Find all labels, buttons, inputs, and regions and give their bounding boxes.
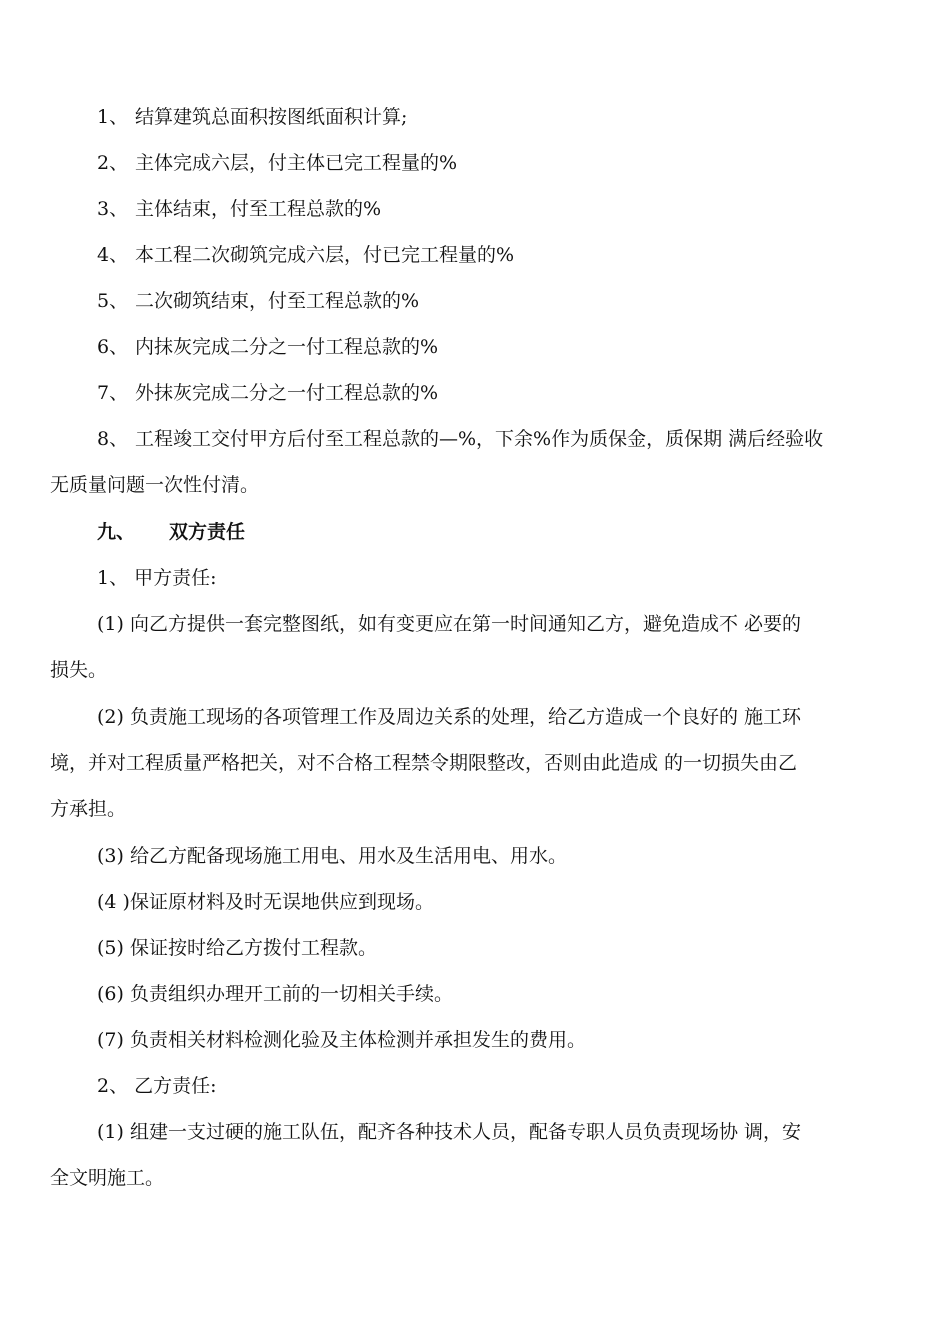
section-nine-heading: [97, 509, 903, 555]
item-line1: (1) 向乙方提供一套完整图纸，如有变更应在第一时间通知乙方，避免造成不 必要的: [97, 613, 801, 635]
payment-term-7: [97, 370, 903, 416]
term-text: 内抹灰完成二分之一付工程总款的%: [135, 336, 439, 358]
section-number: 九、: [97, 521, 136, 543]
term-number: 6、: [97, 336, 129, 358]
payment-term-8: [50, 416, 903, 508]
term-text: 二次砌筑结束，付至工程总款的%: [135, 290, 420, 312]
payment-term-6: [97, 324, 903, 370]
term-text: 外抹灰完成二分之一付工程总款的%: [135, 382, 439, 404]
item-line1: (2) 负责施工现场的各项管理工作及周边关系的处理，给乙方造成一个良好的 施工环: [97, 706, 801, 728]
term-number: 1、: [97, 106, 129, 128]
section-title: 双方责任: [169, 521, 246, 543]
item-line2: 境，并对工程质量严格把关，对不合格工程禁令期限整改，否则由此造成 的一切损失由乙: [50, 752, 798, 774]
term-text-line2: 无质量问题一次性付清。: [50, 474, 260, 496]
term-number: 3、: [97, 198, 129, 220]
party-b-item-1: [50, 1109, 903, 1201]
term-number: 5、: [97, 290, 129, 312]
party-a-item-5: (5) 保证按时给乙方拨付工程款。: [97, 937, 377, 959]
payment-term-1: [97, 94, 903, 140]
term-text: 结算建筑总面积按图纸面积计算;: [135, 106, 408, 128]
term-number: 8、: [97, 428, 129, 450]
item-line1: (1) 组建一支过硬的施工队伍，配齐各种技术人员，配备专职人员负责现场协 调，安: [97, 1121, 801, 1143]
term-text: 主体结束，付至工程总款的%: [135, 198, 382, 220]
item-line3: 方承担。: [50, 798, 127, 820]
payment-term-3: [97, 186, 903, 232]
party-a-item-3: (3) 给乙方配备现场施工用电、用水及生活用电、用水。: [97, 845, 567, 867]
party-a-item-2: [50, 694, 903, 832]
term-text: 主体完成六层，付主体已完工程量的%: [135, 152, 458, 174]
party-a-item-6: (6) 负责组织办理开工前的一切相关手续。: [97, 983, 453, 1005]
term-text: 本工程二次砌筑完成六层，付已完工程量的%: [135, 244, 515, 266]
item-line2: 全文明施工。: [50, 1167, 165, 1189]
term-number: 4、: [97, 244, 129, 266]
party-a-item-4: (4 )保证原材料及时无误地供应到现场。: [97, 891, 434, 913]
party-a-item-1: [50, 601, 903, 693]
item-line2: 损失。: [50, 659, 108, 681]
party-a-item-7: (7) 负责相关材料检测化验及主体检测并承担发生的费用。: [97, 1029, 586, 1051]
term-text-line1: 工程竣工交付甲方后付至工程总款的—%，下余%作为质保金，质保期 满后经验收: [135, 428, 824, 450]
payment-term-5: [97, 278, 903, 324]
term-number: 2、: [97, 152, 129, 174]
payment-term-2: [97, 140, 903, 186]
payment-term-4: [97, 232, 903, 278]
term-number: 7、: [97, 382, 129, 404]
party-a-heading: 1、 甲方责任:: [97, 567, 217, 589]
party-b-heading: 2、 乙方责任:: [97, 1075, 217, 1097]
